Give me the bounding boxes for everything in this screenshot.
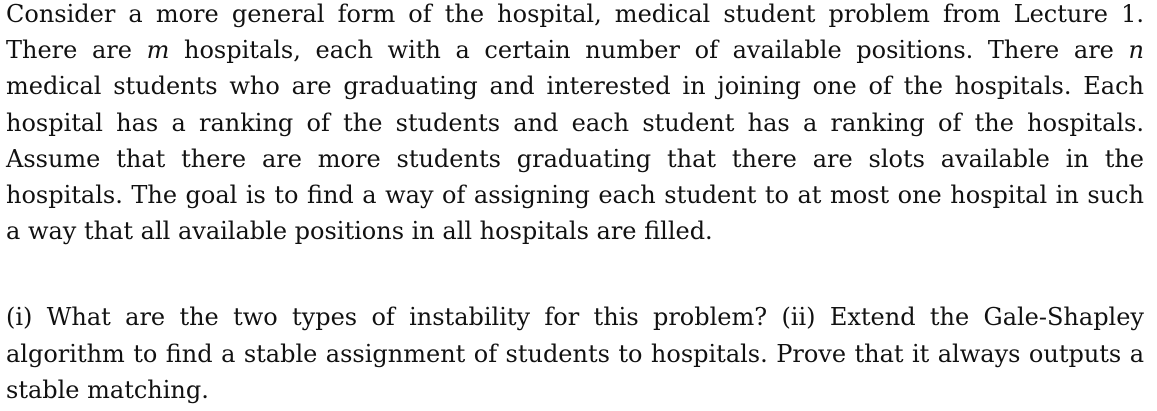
- problem-description-paragraph: [6, 0, 1144, 249]
- variable-n: n: [1128, 36, 1144, 65]
- variable-m: m: [146, 36, 170, 65]
- problem-questions-paragraph: (i) What are the two types of instability for this problem? (ii) Extend the Gale-Shapley algorithm to find a stable assignment of students to hospitals. Prove that it always outputs a stable matching.: [6, 303, 1144, 404]
- problem-text-part-3: medical students who are graduating and interested in joining one of the hospitals. Each hospital has a ranking of the students and each student has a ranking of the hospitals. Assume that there are more students graduating that there are slots available in the hospitals. The goal is to find a way of assigning each student to at most one hospital in such a way that all available positions in all hospitals are filled.: [6, 72, 1144, 246]
- problem-statement: [6, 0, 1144, 408]
- problem-text-part-1: Consider a more general form of the hospital, medical student problem from Lecture 1. There are: [6, 0, 1144, 65]
- problem-text-part-2: hospitals, each with a certain number of available positions. There are: [169, 36, 1129, 65]
